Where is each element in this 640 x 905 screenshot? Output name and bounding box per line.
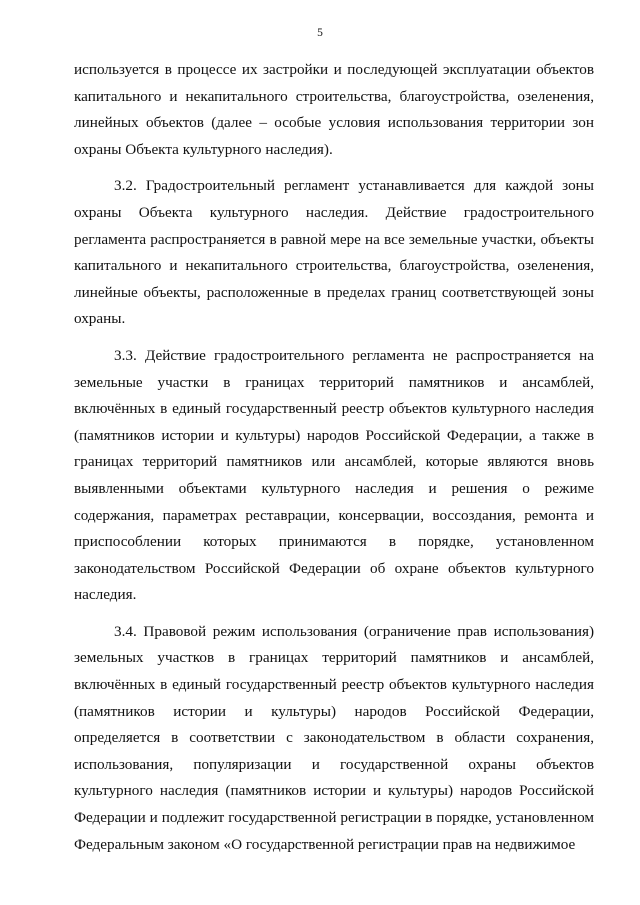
page-number: 5	[317, 27, 323, 39]
paragraph-continuation: используется в процессе их застройки и последующей эксплуатации объектов капитального и некапитального строительства, благоустройства, озеленения, линейных объектов (далее – особые условия использования территории зон охраны Объекта культурного наследия).	[74, 61, 594, 158]
paragraph-3-4: 3.4. Правовой режим использования (ограничение прав использования) земельных участков в границах территорий памятников и ансамблей, включённых в единый государственный реестр объектов культурного наследия (памятников истории и культуры) народов Российской Федерации, определяется в соответствии с законодательством в области сохранения, использования, популяризации и государственной охраны объектов культурного наследия (памятников истории и культуры) народов Российской Федерации и подлежит государственной регистрации в порядке, установленном Федеральным законом «О государственной регистрации прав на недвижимое	[74, 622, 594, 853]
paragraph-3-3: 3.3. Действие градостроительного регламента не распространяется на земельные участки в границах территорий памятников и ансамблей, включённых в единый государственный реестр объектов культурного наследия (памятников истории и культуры) народов Российской Федерации, а также в границах территорий памятников или ансамблей, которые являются вновь выявленными объектами культурного наследия и решения о режиме содержания, параметрах реставрации, консервации, воссоздания, ремонта и приспособлении которых принимаются в порядке, установленном законодательством Российской Федерации об охране объектов культурного наследия.	[74, 346, 594, 604]
paragraph-3-2: 3.2. Градостроительный регламент устанавливается для каждой зоны охраны Объекта культурного наследия. Действие градостроительного регламента распространяется в равной мере на все земельные участки, объекты капитального и некапитального строительства, благоустройства, озеленения, линейные объекты, расположенные в пределах границ соответствующей зоны охраны.	[74, 177, 594, 328]
document-body	[74, 57, 594, 858]
